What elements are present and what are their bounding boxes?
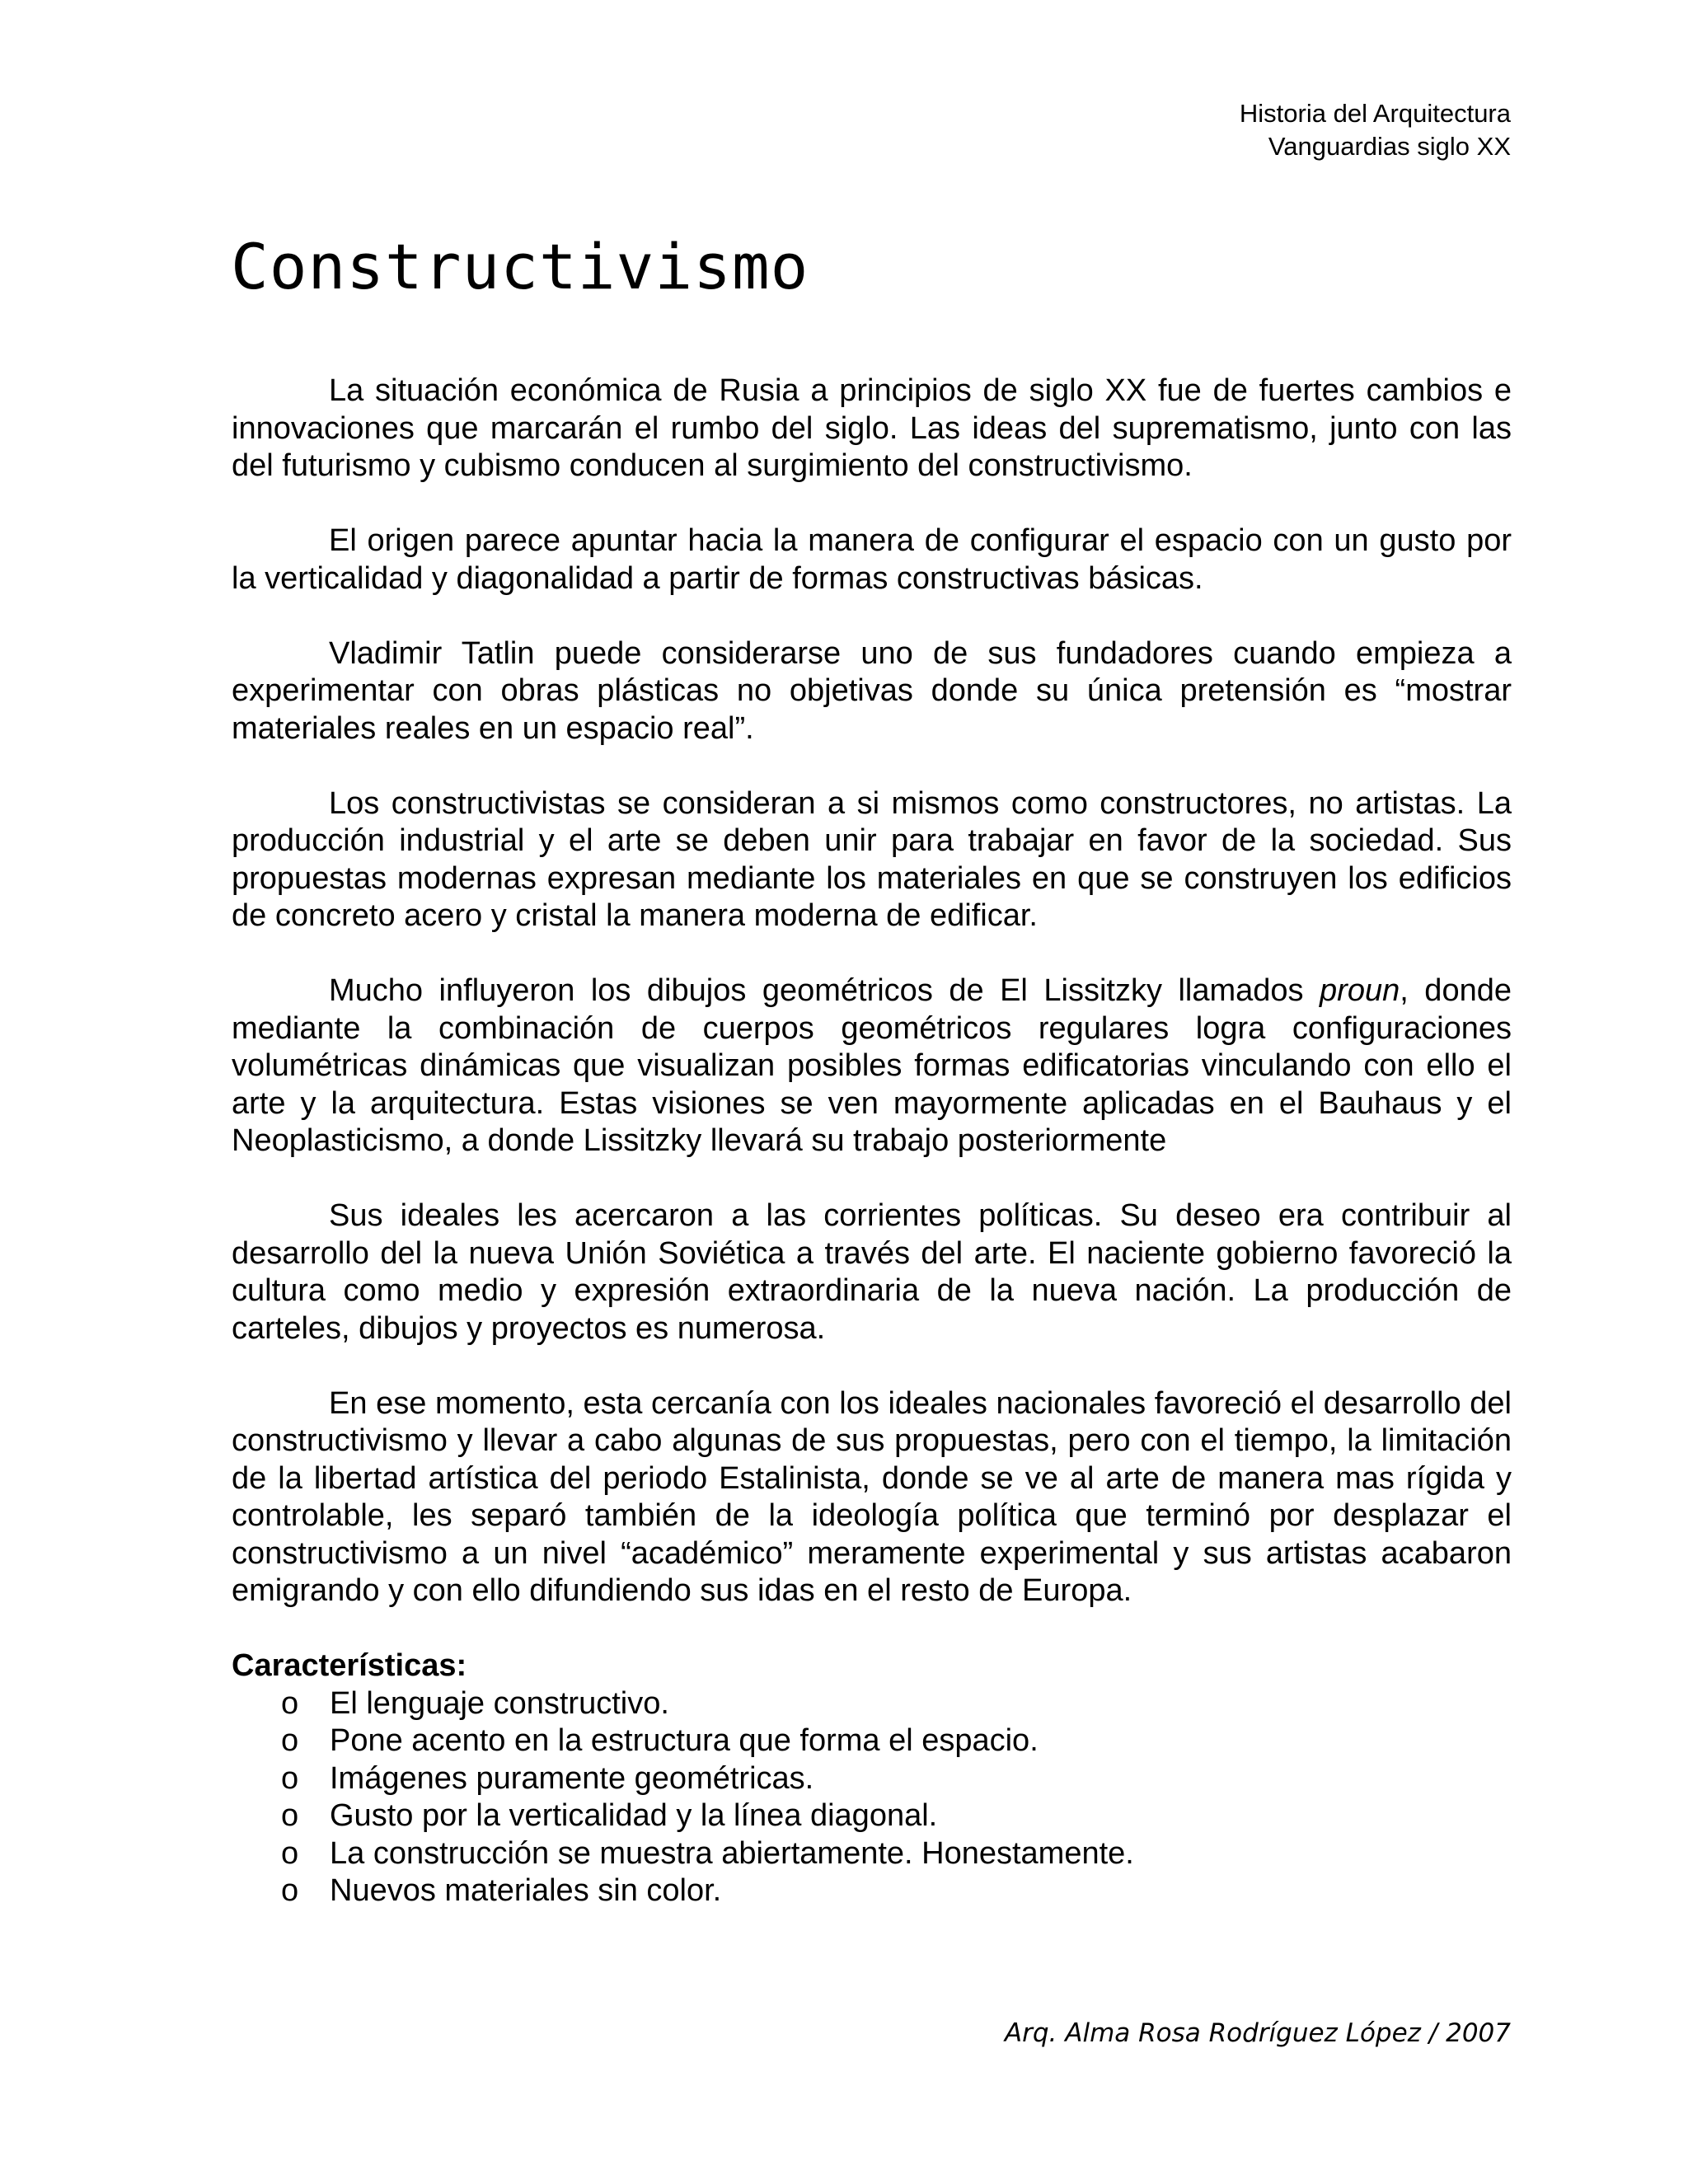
list-item: o Nuevos materiales sin color. bbox=[232, 1872, 1512, 1910]
italic-term: proun bbox=[1320, 973, 1400, 1008]
list-item: o Pone acento en la estructura que forma el espacio. bbox=[232, 1722, 1512, 1760]
bullet-circle-icon: o bbox=[281, 1835, 299, 1871]
paragraph-text: , donde mediante la combinación de cuerpos geométricos regulares logra configuraciones volumétricas dinámicas que visualizan posibles formas edificatorias vinculando con ello el arte y la arquitectura. Estas visiones se ven mayormente aplicadas en el Bauhaus y el Neoplasticismo, a donde Lissitzky llevará su trabajo posteriormente bbox=[232, 973, 1512, 1158]
paragraph bbox=[232, 972, 1512, 1160]
paragraph: Sus ideales les acercaron a las corrientes políticas. Su deseo era contribuir al desarrollo del la nueva Unión Soviética a través del arte. El naciente gobierno favoreció la cultura como medio y expresión extraordinaria de la nueva nación. La producción de carteles, dibujos y proyectos es numerosa. bbox=[232, 1198, 1512, 1346]
list-item: o Imágenes puramente geométricas. bbox=[232, 1760, 1512, 1798]
bullet-circle-icon: o bbox=[281, 1723, 299, 1758]
list-item: o Gusto por la verticalidad y la línea diagonal. bbox=[232, 1797, 1512, 1835]
paragraph-text: Mucho influyeron los dibujos geométricos de El Lissitzky llamados bbox=[329, 973, 1320, 1008]
paragraph: Vladimir Tatlin puede considerarse uno de sus fundadores cuando empieza a experimentar con obras plásticas no objetivas donde su única pretensión es “mostrar materiales reales en un espacio real”. bbox=[232, 635, 1512, 746]
header-topic: Vanguardias siglo XX bbox=[1268, 132, 1511, 161]
paragraph: La situación económica de Rusia a principios de siglo XX fue de fuertes cambios e innovaciones que marcarán el rumbo del siglo. Las ideas del suprematismo, junto con las del futurismo y cubismo conducen al surgimiento del constructivismo. bbox=[232, 373, 1512, 483]
features-heading: Características: bbox=[232, 1648, 467, 1683]
page-header bbox=[1240, 97, 1511, 163]
page-title: Constructivismo bbox=[231, 230, 809, 303]
bullet-circle-icon: o bbox=[281, 1798, 299, 1833]
bullet-circle-icon: o bbox=[281, 1873, 299, 1908]
features-list bbox=[232, 1685, 1512, 1910]
paragraph: Los constructivistas se consideran a si mismos como constructores, no artistas. La producción industrial y el arte se deben unir para trabajar en favor de la sociedad. Sus propuestas modernas expresan mediante los materiales en que se construyen los edificios de concreto acero y cristal la manera moderna de edificar. bbox=[232, 785, 1512, 933]
list-item: o El lenguaje constructivo. bbox=[232, 1685, 1512, 1723]
bullet-circle-icon: o bbox=[281, 1760, 299, 1796]
list-item: o La construcción se muestra abiertamente. Honestamente. bbox=[232, 1835, 1512, 1873]
bullet-circle-icon: o bbox=[281, 1685, 299, 1721]
paragraph: El origen parece apuntar hacia la manera de configurar el espacio con un gusto por la verticalidad y diagonalidad a partir de formas constructivas básicas. bbox=[232, 523, 1512, 596]
page-footer: Arq. Alma Rosa Rodríguez López / 2007 bbox=[1004, 2018, 1511, 2048]
document-body bbox=[232, 373, 1512, 1910]
header-course: Historia del Arquitectura bbox=[1239, 99, 1511, 128]
paragraph: En ese momento, esta cercanía con los ideales nacionales favoreció el desarrollo del constructivismo y llevar a cabo algunas de sus propuestas, pero con el tiempo, la limitación de la libertad artística del periodo Estalinista, donde se ve al arte de manera mas rígida y controlable, les separó también de la ideología política que terminó por desplazar el constructivismo a un nivel “académico” meramente experimental y sus artistas acabaron emigrando y con ello difundiendo sus idas en el resto de Europa. bbox=[232, 1385, 1512, 1608]
